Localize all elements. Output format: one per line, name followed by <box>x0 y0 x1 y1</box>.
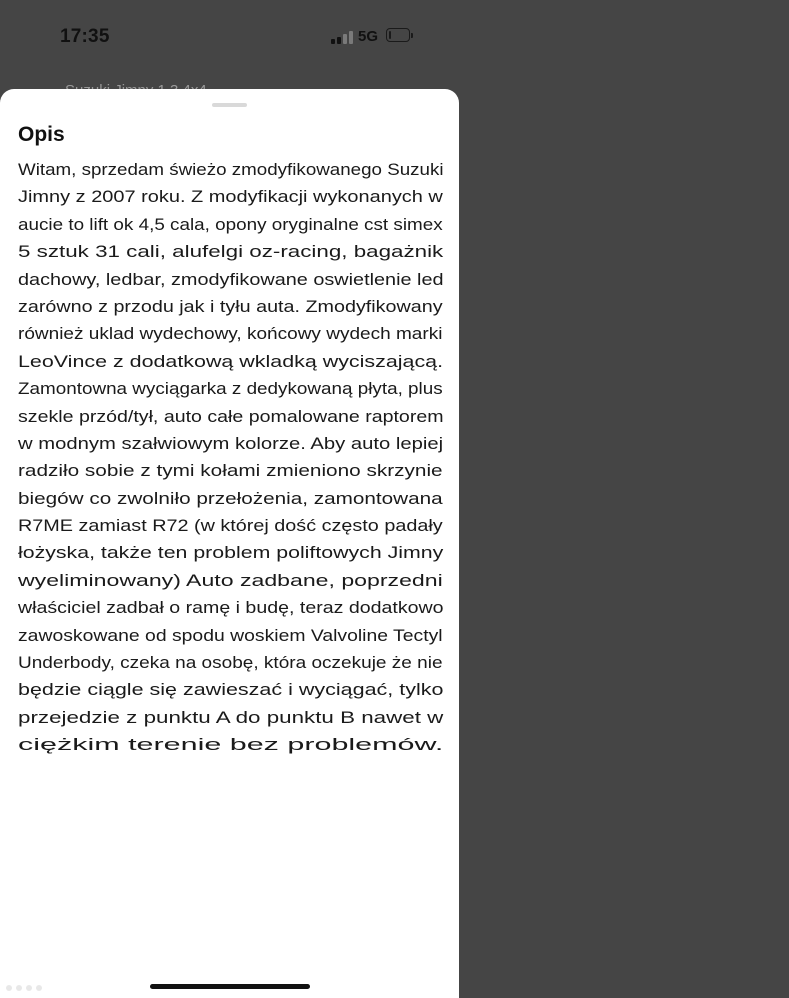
description-line: R7ME zamiast R72 (w której dość często padały <box>18 516 443 536</box>
description-line: szekle przód/tył, auto całe pomalowane raptorem <box>18 406 444 426</box>
description-line: ciężkim terenie bez problemów. <box>18 735 444 755</box>
description-line: właściciel zadbał o ramę i budę, teraz dodatkowo <box>18 598 444 618</box>
description-line: będzie ciągle się zawieszać i wyciągać, tylko <box>18 680 444 700</box>
description-line: zawoskowane od spodu woskiem Valvoline Tectyl <box>18 625 443 645</box>
home-indicator[interactable] <box>150 984 310 989</box>
network-type-label: 5G <box>358 28 379 45</box>
signal-bar <box>349 31 353 44</box>
status-time: 17:35 <box>60 26 110 47</box>
battery-level-fill <box>389 31 391 39</box>
description-line: biegów co zwolniło przełożenia, zamontowana <box>18 488 443 508</box>
description-line: Witam, sprzedam świeżo zmodyfikowanego Suzuki <box>18 160 444 179</box>
description-line: radziło sobie z tymi kołami zmieniono skrzynie <box>18 461 443 481</box>
description-line: przejedzie z punktu A do punktu B nawet w <box>18 707 444 727</box>
description-line: Underbody, czeka na osobę, która oczekuje że nie <box>18 653 443 673</box>
description-line: zarówno z przodu jak i tyłu auta. Zmodyfikowany <box>18 296 443 316</box>
description-line: w modnym szałwiowym kolorze. Aby auto lepiej <box>18 433 444 453</box>
signal-bar <box>343 34 347 44</box>
signal-bar <box>331 39 335 44</box>
description-line: dachowy, ledbar, zmodyfikowane oswietlenie led <box>18 269 444 289</box>
description-line: również uklad wydechowy, końcowy wydech marki <box>18 324 443 344</box>
description-line: LeoVince z dodatkową wkladką wyciszającą. <box>18 351 444 371</box>
cellular-signal-icon <box>331 30 353 44</box>
sheet-grabber-handle[interactable] <box>212 103 247 107</box>
description-text <box>18 156 448 759</box>
watermark-logo <box>4 979 56 995</box>
description-line: Zamontowna wyciągarka z dedykowaną płyta, plus <box>18 379 443 399</box>
signal-bar <box>337 37 341 44</box>
description-line: łożyska, także ten problem poliftowych Jimny <box>18 543 444 563</box>
description-line: wyeliminowany) Auto zadbane, poprzedni <box>18 570 443 590</box>
description-line: Jimny z 2007 roku. Z modyfikacji wykonanych w <box>18 187 443 207</box>
battery-icon <box>386 28 413 42</box>
description-sheet[interactable] <box>0 89 459 998</box>
status-bar <box>0 0 459 80</box>
description-line: aucie to lift ok 4,5 cala, opony oryginalne cst simex <box>18 214 443 234</box>
description-line: 5 sztuk 31 cali, alufelgi oz-racing, bagażnik <box>18 242 444 262</box>
sheet-title: Opis <box>18 123 65 146</box>
